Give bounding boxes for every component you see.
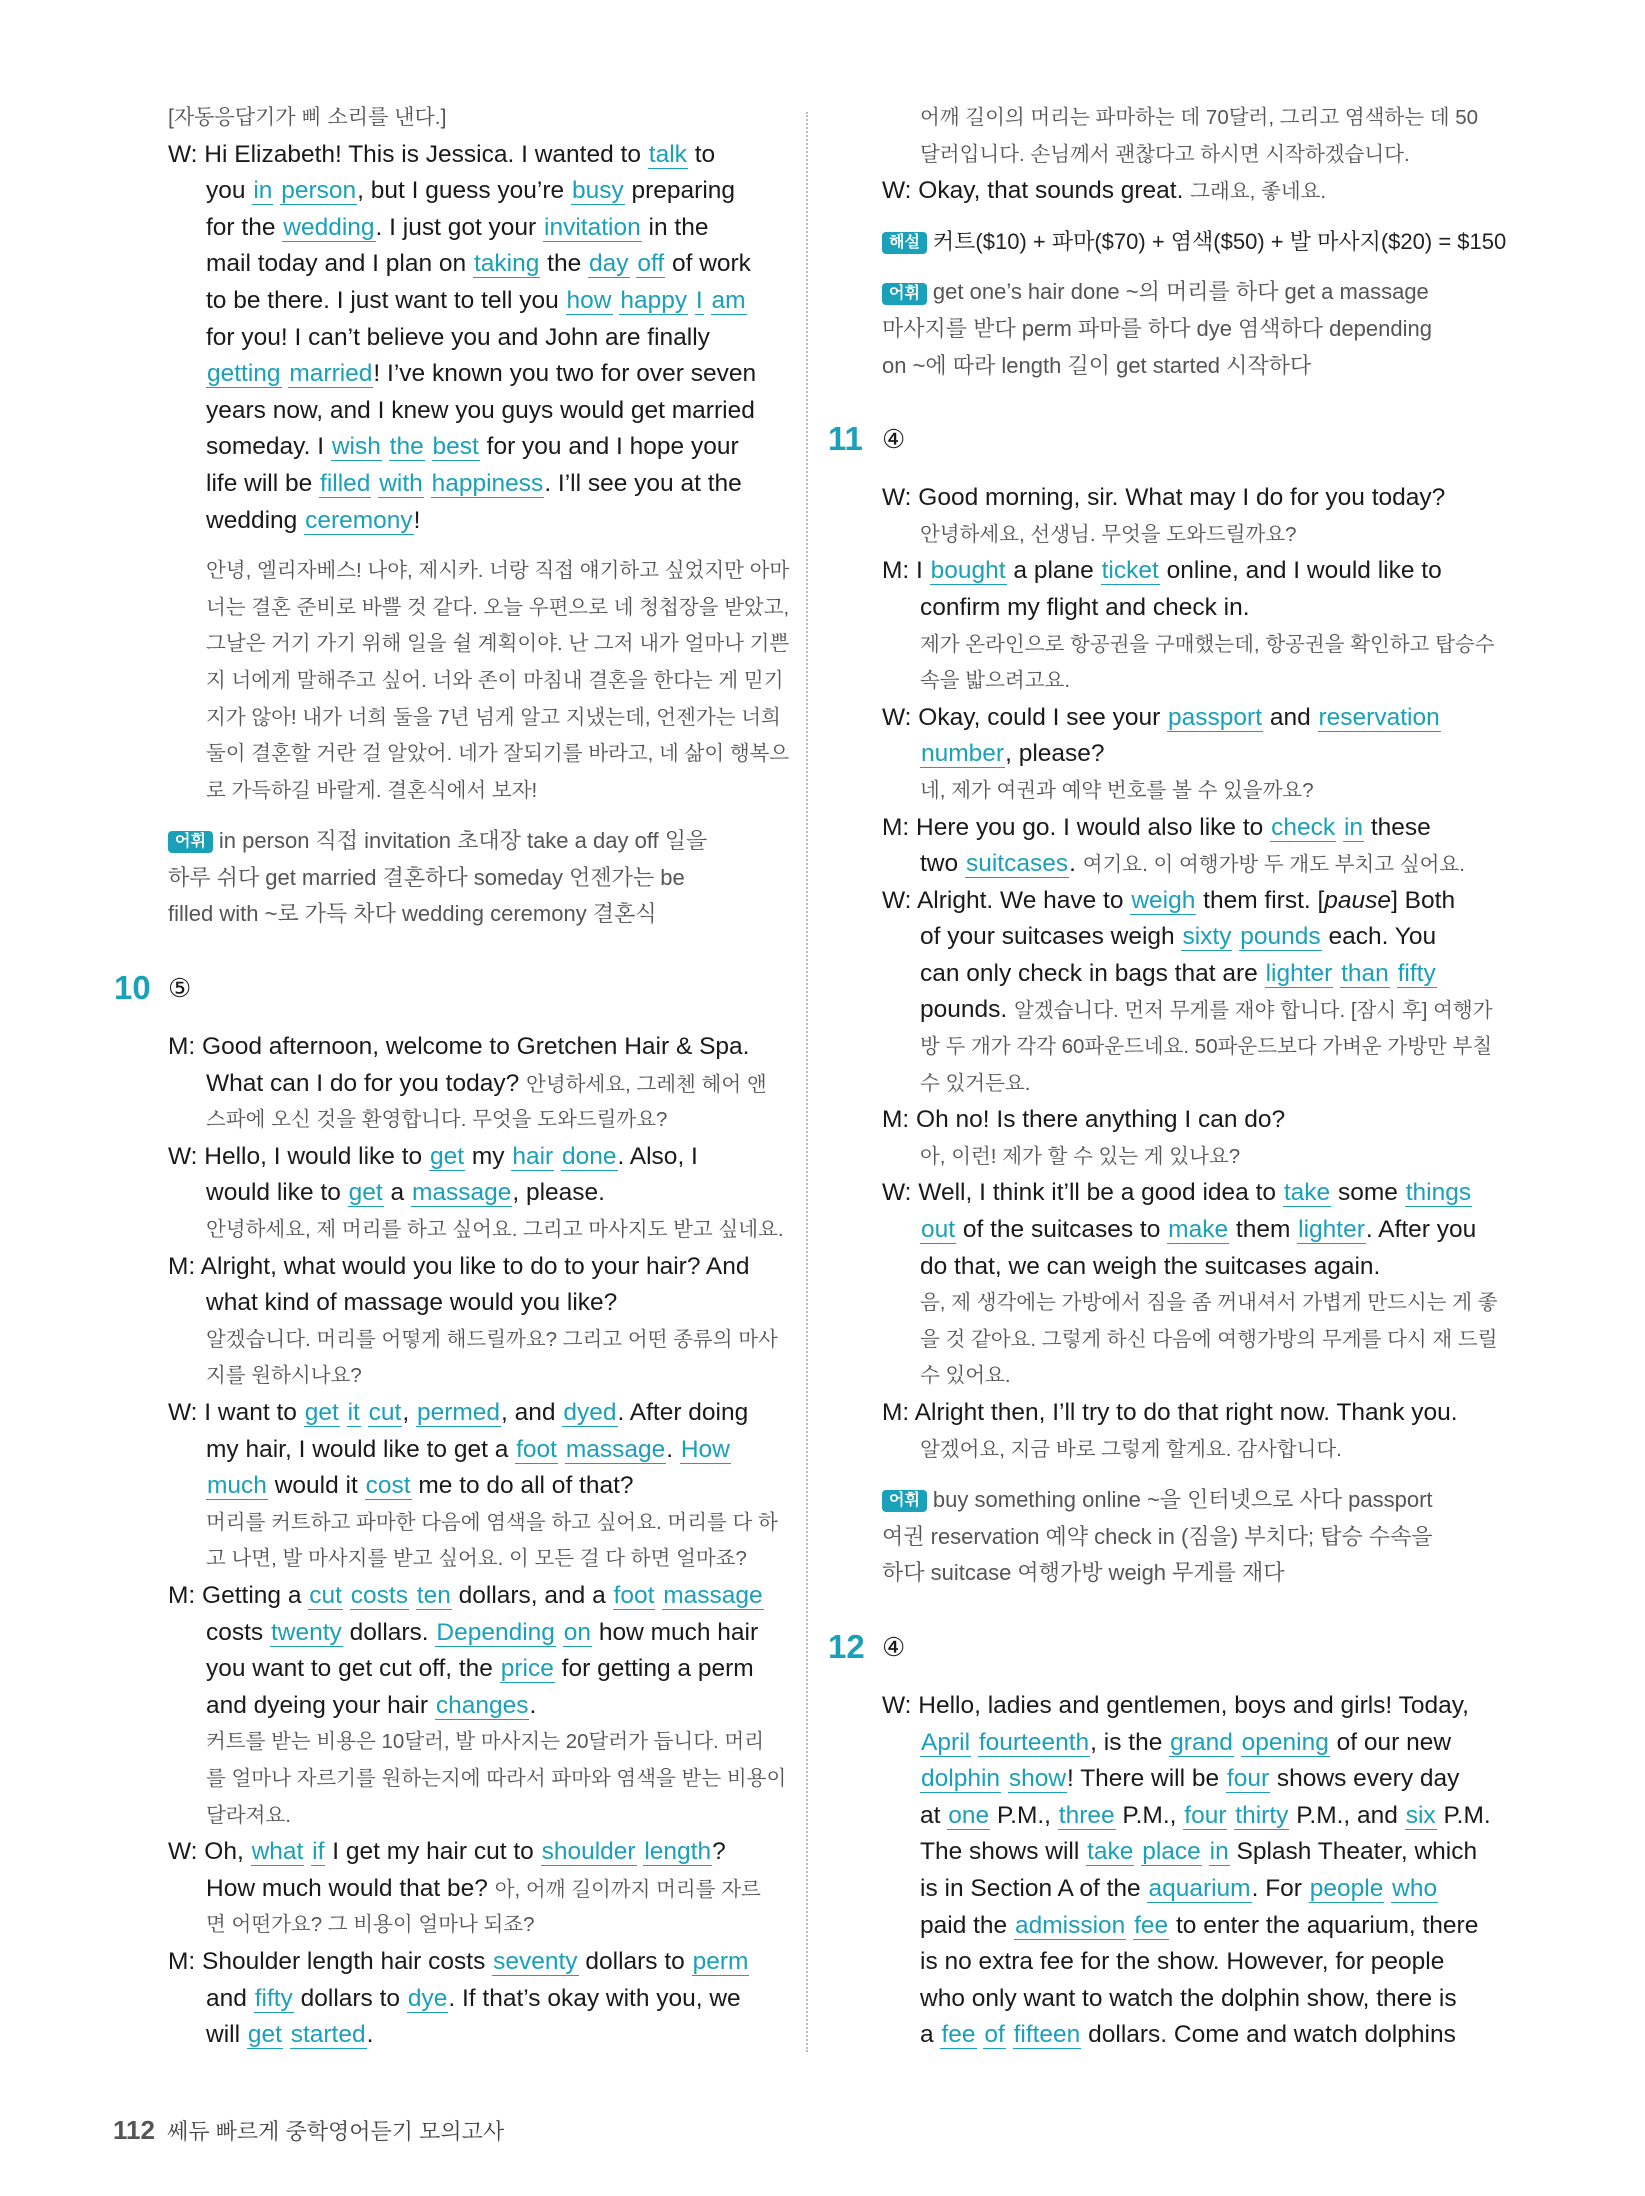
blank-answer: Depending: [436, 1618, 555, 1646]
dialogue-line: you want to get cut off, the price for getting a perm: [206, 1655, 754, 1683]
blank-answer: perm: [692, 1947, 749, 1975]
translation-line: 알겠습니다. 머리를 어떻게 해드릴까요? 그리고 어떤 종류의 마사: [206, 1327, 778, 1351]
dialogue-line: M: Good afternoon, welcome to Gretchen Hair & Spa.: [168, 1033, 750, 1061]
dialogue-line: two suitcases. 여기요. 이 여행가방 두 개도 부치고 싶어요.: [920, 850, 1465, 878]
dialogue-line: April fourteenth, is the grand opening of our new: [921, 1728, 1452, 1756]
translation-line: 그날은 거기 가기 위해 일을 쉴 계획이야. 난 그저 내가 얼마나 기쁜: [206, 632, 790, 656]
dialogue-line: for you! I can’t believe you and John are finally: [206, 323, 710, 351]
blank-answer: massage: [411, 1179, 512, 1207]
blank-answer: aquarium: [1148, 1874, 1251, 1902]
dialogue-line: paid the admission fee to enter the aquarium, there: [920, 1911, 1479, 1939]
blank-answer: take: [1087, 1838, 1134, 1866]
blank-answer: passport: [1168, 703, 1263, 731]
translation-line: 를 얼마나 자르기를 원하는지에 따라서 파마와 염색을 받는 비용이: [206, 1766, 787, 1790]
question-header: [828, 412, 1502, 466]
question-number: 11: [828, 420, 863, 458]
blank-answer: wedding: [283, 213, 375, 241]
blank-answer: check: [1271, 813, 1336, 841]
blank-answer: off: [637, 250, 665, 278]
dialogue-line: will get started.: [206, 2021, 374, 2049]
answer-choice: ⑤: [168, 973, 192, 1004]
blank-answer: dolphin: [921, 1765, 1001, 1793]
dialogue-line: out of the suitcases to make them lighter. After you: [921, 1216, 1477, 1244]
column-divider: [806, 112, 808, 2052]
translation-line: 달러입니다. 손님께서 괜찮다고 하시면 시작하겠습니다.: [920, 142, 1410, 166]
blank-answer: one: [948, 1801, 990, 1829]
translation-line: 둘이 결혼할 거란 걸 알았어. 네가 잘되기를 바라고, 네 삶이 행복으: [206, 742, 790, 766]
blank-answer: show: [1008, 1765, 1067, 1793]
translation-line: 달라져요.: [206, 1803, 291, 1827]
translation-line: 아, 이런! 제가 할 수 있는 게 있나요?: [920, 1144, 1241, 1168]
blank-answer: if: [312, 1838, 325, 1866]
vocab-line: 여권 reservation 예약 check in (짐을) 부치다; 탑승 수속을: [882, 1523, 1433, 1549]
blank-answer: person: [281, 177, 357, 205]
translation-line: 어깨 길이의 머리는 파마하는 데 70달러, 그리고 염색하는 데 50: [920, 106, 1479, 129]
translation-line: 지가 않아! 내가 너희 둘을 7년 넘게 알고 지냈는데, 언젠가는 너희: [206, 705, 781, 729]
dialogue-line: do that, we can weigh the suitcases again.: [920, 1252, 1381, 1280]
blank-answer: lighter: [1298, 1216, 1365, 1244]
translation-line: 스파에 오신 것을 환영합니다. 무엇을 도와드릴까요?: [206, 1108, 668, 1132]
translation-line: 면 어떤가요? 그 비용이 얼마나 되죠?: [206, 1913, 535, 1937]
blank-answer: grand: [1170, 1728, 1233, 1756]
dialogue-line: The shows will take place in Splash Theater, which: [920, 1838, 1478, 1866]
vocab-line: filled with ~로 가득 차다 wedding ceremony 결혼식: [168, 901, 657, 927]
translation-line: 고 나면, 발 마사지를 받고 싶어요. 이 모든 걸 다 하면 얼마죠?: [206, 1547, 747, 1571]
dialogue-line: getting married! I’ve known you two for over seven: [207, 360, 757, 388]
blank-answer: shoulder: [541, 1838, 636, 1866]
dialogue-line: to be there. I just want to tell you how happy I am: [206, 286, 746, 314]
translation-line: 수 있어요.: [920, 1364, 1011, 1388]
blank-answer: three: [1058, 1801, 1115, 1829]
blank-answer: get: [429, 1142, 465, 1170]
blank-answer: weigh: [1131, 886, 1196, 914]
blank-answer: with: [379, 469, 423, 497]
translation-line: 지 너에게 말해주고 싶어. 너와 존이 마침내 결혼을 한다는 게 믿기: [206, 668, 784, 692]
blank-answer: admission: [1015, 1911, 1126, 1939]
dialogue-line: dolphin show! There will be four shows every day: [921, 1765, 1460, 1793]
blank-answer: bought: [930, 557, 1006, 585]
blank-answer: it: [347, 1399, 360, 1426]
translation-line: 지를 원하시나요?: [206, 1364, 362, 1388]
dialogue-line: W: Hi Elizabeth! This is Jessica. I wanted to talk to: [168, 140, 716, 168]
dialogue-line: M: Alright, what would you like to do to your hair? And: [168, 1252, 750, 1280]
blank-answer: talk: [648, 140, 687, 168]
blank-answer: happiness: [431, 469, 544, 497]
dialogue-line: W: Hello, ladies and gentlemen, boys and girls! Today,: [882, 1691, 1469, 1719]
dialogue-line: W: Okay, could I see your passport and reservation: [882, 703, 1440, 731]
dialogue-line: a fee of fifteen dollars. Come and watch dolphins: [920, 2021, 1456, 2049]
blank-answer: four: [1184, 1801, 1227, 1829]
dialogue-line: much would it cost me to do all of that?: [207, 1472, 634, 1500]
blank-answer: people: [1309, 1874, 1384, 1902]
blank-answer: in: [1209, 1838, 1229, 1866]
vocab-line: 하루 쉬다 get married 결혼하다 someday 언젠가는 be: [168, 864, 685, 890]
blank-answer: wish: [331, 433, 381, 461]
translation-line: 안녕하세요, 선생님. 무엇을 도와드릴까요?: [920, 522, 1297, 546]
translation-line: 수 있거든요.: [920, 1071, 1031, 1095]
blank-answer: costs: [350, 1581, 408, 1609]
question-number: 12: [828, 1627, 865, 1665]
translation-line: 네, 제가 여권과 예약 번호를 볼 수 있을까요?: [920, 778, 1314, 802]
vocab-line: 어휘 in person 직접 invitation 초대장 take a day off 일을: [168, 823, 788, 860]
translation-line: 안녕, 엘리자베스! 나야, 제시카. 너랑 직접 얘기하고 싶었지만 아마: [206, 559, 790, 583]
blank-answer: seventy: [493, 1947, 578, 1975]
answer-choice: ④: [882, 424, 906, 455]
book-title: 쎄듀 빠르게 중학영어듣기 모의고사: [166, 2119, 505, 2144]
blank-answer: place: [1142, 1838, 1201, 1866]
translation-line: 로 가득하길 바랄게. 결혼식에서 보자!: [206, 778, 538, 802]
right-column: [828, 100, 1507, 2054]
translation-line: 너는 결혼 준비로 바쁠 것 같다. 오늘 우편으로 네 청첩장을 받았고,: [206, 595, 790, 619]
dialogue-line: life will be filled with happiness. I’ll see you at the: [206, 469, 742, 497]
blank-answer: I: [695, 286, 703, 314]
blank-answer: pounds: [1240, 923, 1321, 951]
translation-line: 음, 제 생각에는 가방에서 짐을 좀 꺼내셔서 가볍게 만드시는 게 좋: [920, 1291, 1498, 1315]
dialogue-line: W: Alright. We have to weigh them first. [pause] Both: [882, 886, 1456, 914]
translation-line: 커트를 받는 비용은 10달러, 발 마사지는 20달러가 듭니다. 머리: [206, 1730, 765, 1754]
translation-line: 제가 온라인으로 항공권을 구매했는데, 항공권을 확인하고 탑승수: [920, 632, 1495, 656]
blank-answer: ceremony: [305, 506, 413, 534]
dialogue-line: M: I bought a plane ticket online, and I would like to: [882, 557, 1442, 585]
blank-answer: changes: [435, 1691, 529, 1719]
blank-answer: ticket: [1101, 557, 1159, 585]
dialogue-line: what kind of massage would you like?: [206, 1289, 618, 1317]
blank-answer: am: [711, 286, 746, 314]
vocab-line: 마사지를 받다 perm 파마를 하다 dye 염색하다 depending: [882, 315, 1432, 341]
dialogue-line: M: Here you go. I would also like to check in these: [882, 813, 1431, 841]
blank-answer: day: [589, 250, 629, 278]
blank-answer: fifteen: [1013, 2021, 1081, 2049]
dialogue-line: for the wedding. I just got your invitation in the: [206, 213, 709, 241]
blank-answer: started: [290, 2021, 366, 2049]
blank-answer: taking: [473, 250, 540, 278]
blank-answer: cost: [365, 1472, 411, 1500]
dialogue-line: M: Alright then, I’ll try to do that right now. Thank you.: [882, 1399, 1458, 1426]
dialogue-line: and fifty dollars to dye. If that’s okay with you, we: [206, 1984, 741, 2012]
blank-answer: massage: [663, 1581, 763, 1609]
dialogue-line: pounds. 알겠습니다. 먼저 무게를 재야 합니다. [잠시 후] 여행가: [920, 996, 1493, 1024]
blank-answer: fee: [1134, 1911, 1169, 1939]
blank-answer: married: [289, 360, 373, 388]
blank-answer: busy: [571, 177, 624, 205]
blank-answer: take: [1283, 1179, 1331, 1207]
blank-answer: make: [1168, 1216, 1229, 1244]
translation-line: 머리를 커트하고 파마한 다음에 염색을 하고 싶어요. 머리를 다 하: [206, 1510, 778, 1534]
vocab-line: 어휘 buy something online ~을 인터넷으로 사다 passport: [882, 1482, 1502, 1519]
blank-answer: filled: [320, 469, 371, 497]
blank-answer: four: [1226, 1765, 1270, 1793]
dialogue-line: M: Shoulder length hair costs seventy dollars to perm: [168, 1947, 749, 1975]
blank-answer: fifty: [1397, 959, 1436, 987]
dialogue-line: you in person, but I guess you’re busy preparing: [206, 177, 736, 205]
blank-answer: happy: [620, 286, 688, 314]
explanation-line: 해설 커트($10) + 파마($70) + 염색($50) + 발 마사지($20) = $150: [882, 224, 1502, 261]
dialogue-line: would like to get a massage, please.: [206, 1179, 605, 1207]
dialogue-line: is no extra fee for the show. However, for people: [920, 1948, 1445, 1976]
blank-answer: suitcases: [965, 850, 1069, 878]
dialogue-line: my hair, I would like to get a foot massage. How: [206, 1435, 730, 1463]
dialogue-line: W: Good morning, sir. What may I do for you today?: [882, 484, 1446, 512]
dialogue-line: someday. I wish the best for you and I hope your: [206, 433, 739, 461]
vocab-line: 어휘 get one’s hair done ~의 머리를 하다 get a massage: [882, 274, 1502, 311]
blank-answer: fourteenth: [978, 1728, 1090, 1756]
blank-answer: hair: [512, 1142, 554, 1170]
dialogue-line: of your suitcases weigh sixty pounds each. You: [920, 923, 1437, 951]
blank-answer: get: [304, 1399, 339, 1426]
blank-answer: what: [251, 1838, 304, 1866]
left-column: [114, 100, 790, 2054]
blank-answer: get: [348, 1179, 383, 1207]
blank-answer: best: [432, 433, 479, 461]
blank-answer: than: [1341, 959, 1389, 987]
blank-answer: opening: [1241, 1728, 1329, 1756]
blank-answer: the: [389, 433, 424, 461]
blank-answer: price: [500, 1655, 554, 1683]
blank-answer: on: [563, 1618, 592, 1646]
dialogue-line: W: Well, I think it’ll be a good idea to take some things: [882, 1179, 1472, 1207]
dialogue-line: years now, and I knew you guys would get married: [206, 396, 755, 424]
dialogue-line: M: Oh no! Is there anything I can do?: [882, 1106, 1286, 1134]
blank-answer: number: [921, 740, 1005, 768]
vocab-badge: 어휘: [882, 1490, 927, 1512]
blank-answer: six: [1405, 1801, 1436, 1829]
translation-line: 방 두 개가 각각 60파운드네요. 50파운드보다 가벼운 가방만 부칠: [920, 1035, 1493, 1059]
question-header: [828, 1620, 1502, 1674]
blank-answer: dyed: [563, 1399, 617, 1426]
blank-answer: who: [1392, 1874, 1438, 1902]
blank-answer: get: [247, 2021, 282, 2049]
dialogue-line: costs twenty dollars. Depending on how much hair: [206, 1618, 759, 1646]
dialogue-line: wedding ceremony!: [206, 506, 421, 534]
dialogue-line: at one P.M., three P.M., four thirty P.M., and six P.M.: [920, 1801, 1491, 1829]
question-header: [114, 961, 788, 1015]
vocab-line: 하다 suitcase 여행가방 weigh 무게를 재다: [882, 1560, 1285, 1586]
vocab-line: on ~에 따라 length 길이 get started 시작하다: [882, 352, 1312, 378]
page-footer: [113, 2115, 504, 2146]
blank-answer: permed: [416, 1399, 501, 1426]
page-number: 112: [113, 2115, 155, 2145]
dialogue-line: How much would that be? 아, 어깨 길이까지 머리를 자르: [206, 1874, 761, 1902]
blank-answer: done: [562, 1142, 617, 1170]
blank-answer: massage: [565, 1435, 666, 1463]
blank-answer: in: [1343, 813, 1364, 841]
blank-answer: foot: [516, 1435, 557, 1463]
dialogue-line: What can I do for you today? 안녕하세요, 그레첸 헤어 앤: [206, 1069, 767, 1097]
blank-answer: in: [253, 177, 273, 205]
blank-answer: foot: [613, 1581, 655, 1609]
blank-answer: sixty: [1182, 923, 1232, 951]
dialogue-line: W: I want to get it cut, permed, and dyed. After doing: [168, 1399, 749, 1426]
translation-line: 안녕하세요, 제 머리를 하고 싶어요. 그리고 마사지도 받고 싶네요.: [206, 1218, 784, 1242]
question-number: 10: [114, 969, 151, 1007]
explain-badge: 해설: [882, 232, 927, 254]
dialogue-line: W: Oh, what if I get my hair cut to shoulder length?: [168, 1838, 726, 1866]
blank-answer: reservation: [1318, 703, 1440, 731]
blank-answer: out: [921, 1216, 956, 1244]
translation-line: 알겠어요, 지금 바로 그렇게 할게요. 감사합니다.: [920, 1437, 1342, 1461]
stage-direction: [자동응답기가 삐 소리를 낸다.]: [168, 106, 447, 129]
dialogue-line: and dyeing your hair changes.: [206, 1691, 537, 1719]
translation-line: 속을 밟으려고요.: [920, 669, 1071, 693]
blank-answer: getting: [207, 360, 281, 388]
vocab-badge: 어휘: [168, 831, 213, 853]
blank-answer: how: [566, 286, 612, 314]
blank-answer: cut: [368, 1399, 402, 1426]
dialogue-line: mail today and I plan on taking the day off of work: [206, 250, 751, 278]
dialogue-line: W: Okay, that sounds great. 그래요, 좋네요.: [882, 177, 1327, 205]
dialogue-line: can only check in bags that are lighter than fifty: [920, 959, 1436, 987]
blank-answer: twenty: [271, 1618, 342, 1646]
vocab-badge: 어휘: [882, 283, 927, 305]
blank-answer: length: [644, 1838, 712, 1866]
blank-answer: much: [207, 1472, 267, 1500]
blank-answer: thirty: [1235, 1801, 1289, 1829]
blank-answer: lighter: [1265, 959, 1333, 987]
blank-answer: invitation: [544, 213, 641, 241]
blank-answer: How: [680, 1435, 730, 1463]
blank-answer: fifty: [254, 1984, 293, 2012]
dialogue-line: is in Section A of the aquarium. For people who: [920, 1874, 1438, 1902]
blank-answer: ten: [416, 1581, 451, 1609]
blank-answer: cut: [309, 1581, 342, 1609]
dialogue-line: W: Hello, I would like to get my hair done. Also, I: [168, 1142, 698, 1170]
translation-line: 을 것 같아요. 그렇게 하신 다음에 여행가방의 무게를 다시 재 드릴: [920, 1327, 1498, 1351]
blank-answer: of: [984, 2021, 1005, 2049]
dialogue-line: M: Getting a cut costs ten dollars, and a foot massage: [168, 1581, 763, 1609]
blank-answer: things: [1405, 1179, 1472, 1207]
answer-choice: ④: [882, 1631, 906, 1662]
blank-answer: fee: [941, 2021, 976, 2049]
dialogue-line: who only want to watch the dolphin show, there is: [920, 1984, 1457, 2012]
dialogue-line: confirm my flight and check in.: [920, 593, 1250, 621]
blank-answer: dye: [407, 1984, 448, 2012]
blank-answer: April: [921, 1728, 971, 1756]
dialogue-line: number, please?: [921, 740, 1105, 768]
